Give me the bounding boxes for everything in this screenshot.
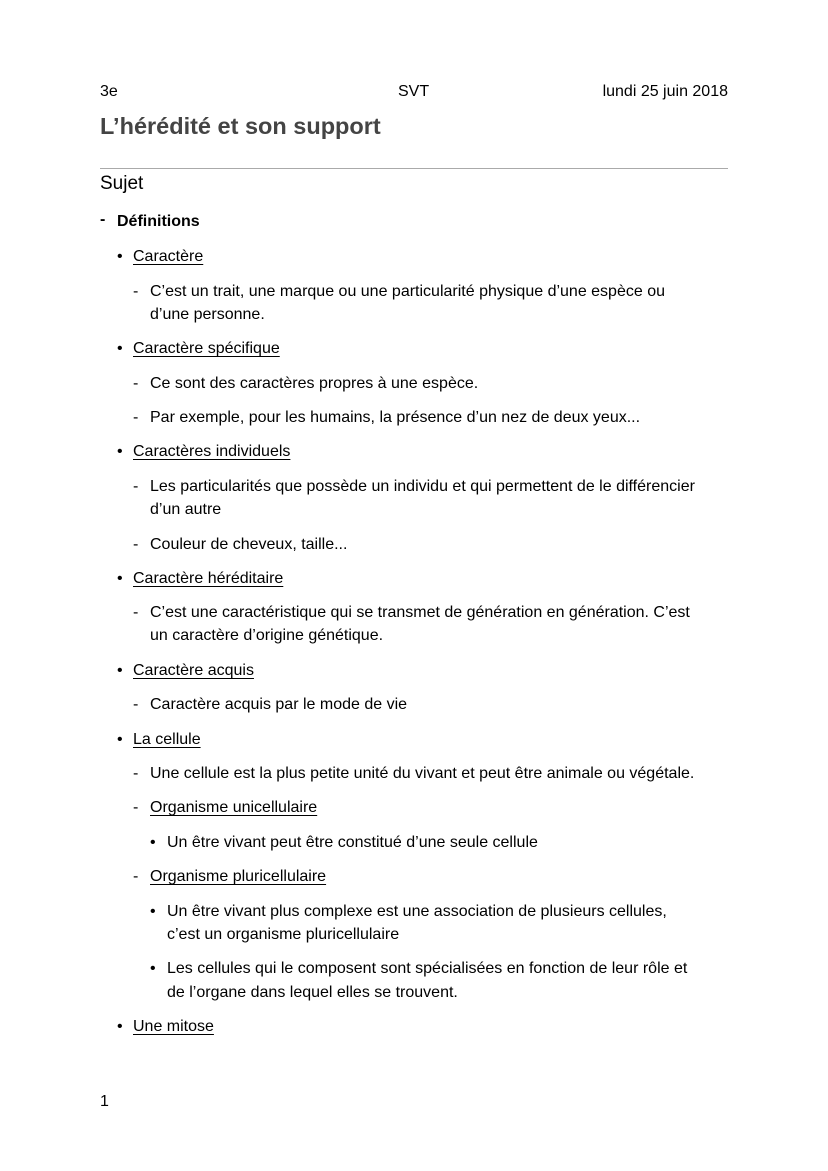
detail-line: Les particularités que possède un individu et qui permettent de le différencier [150, 478, 695, 495]
bullet-marker: • [117, 1018, 123, 1035]
bullet-marker: • [117, 662, 123, 679]
dash-marker: - [133, 283, 139, 300]
detail-line: C’est un trait, une marque ou une particularité physique d’une espèce ou [150, 283, 665, 300]
bullet-marker: • [117, 731, 123, 748]
page-title: L’hérédité et son support [100, 113, 381, 139]
term-caractere-hereditaire: Caractère héréditaire [133, 570, 284, 587]
dash-marker: - [133, 478, 139, 495]
term-caractere-specifique: Caractère spécifique [133, 340, 280, 357]
dash-marker: - [100, 211, 106, 228]
point-line: Un être vivant peut être constitué d’une seule cellule [167, 834, 538, 851]
header-date: lundi 25 juin 2018 [602, 83, 728, 100]
dash-marker: - [133, 409, 139, 426]
detail-line: un caractère d’origine génétique. [150, 627, 384, 644]
title-divider [100, 168, 728, 169]
dash-marker: - [133, 765, 139, 782]
bullet-marker: • [150, 834, 156, 851]
bullet-marker: • [117, 570, 123, 587]
header-subject: SVT [398, 83, 430, 100]
point-line: de l’organe dans lequel elles se trouvent. [167, 984, 458, 1001]
dash-marker: - [133, 604, 139, 621]
term-la-cellule: La cellule [133, 731, 201, 748]
detail-line: Couleur de cheveux, taille... [150, 536, 348, 553]
dash-marker: - [133, 536, 139, 553]
detail-line: C’est une caractéristique qui se transmet de génération en génération. C’est [150, 604, 690, 621]
bullet-marker: • [150, 960, 156, 977]
outline-heading: Définitions [117, 213, 200, 230]
dash-marker: - [133, 868, 139, 885]
term-caracteres-individuels: Caractères individuels [133, 443, 291, 460]
bullet-marker: • [117, 443, 123, 460]
dash-marker: - [133, 375, 139, 392]
detail-line: d’une personne. [150, 306, 265, 323]
point-line: Les cellules qui le composent sont spécialisées en fonction de leur rôle et [167, 960, 688, 977]
bullet-marker: • [150, 903, 156, 920]
dash-marker: - [133, 696, 139, 713]
dash-marker: - [133, 799, 139, 816]
term-organisme-pluricellulaire: Organisme pluricellulaire [150, 868, 327, 885]
page-number: 1 [100, 1093, 109, 1110]
detail-line: Caractère acquis par le mode de vie [150, 696, 408, 713]
bullet-marker: • [117, 248, 123, 265]
term-caractere-acquis: Caractère acquis [133, 662, 254, 679]
bullet-marker: • [117, 340, 123, 357]
point-line: Un être vivant plus complexe est une association de plusieurs cellules, [167, 903, 667, 920]
header-class: 3e [100, 83, 118, 100]
detail-line: d’un autre [150, 501, 222, 518]
term-une-mitose: Une mitose [133, 1018, 214, 1035]
term-organisme-unicellulaire: Organisme unicellulaire [150, 799, 318, 816]
point-line: c’est un organisme pluricellulaire [167, 926, 400, 943]
section-title: Sujet [100, 173, 144, 194]
term-caractere: Caractère [133, 248, 204, 265]
detail-line: Par exemple, pour les humains, la présence d’un nez de deux yeux... [150, 409, 641, 426]
detail-line: Une cellule est la plus petite unité du vivant et peut être animale ou végétale. [150, 765, 695, 782]
detail-line: Ce sont des caractères propres à une espèce. [150, 375, 479, 392]
